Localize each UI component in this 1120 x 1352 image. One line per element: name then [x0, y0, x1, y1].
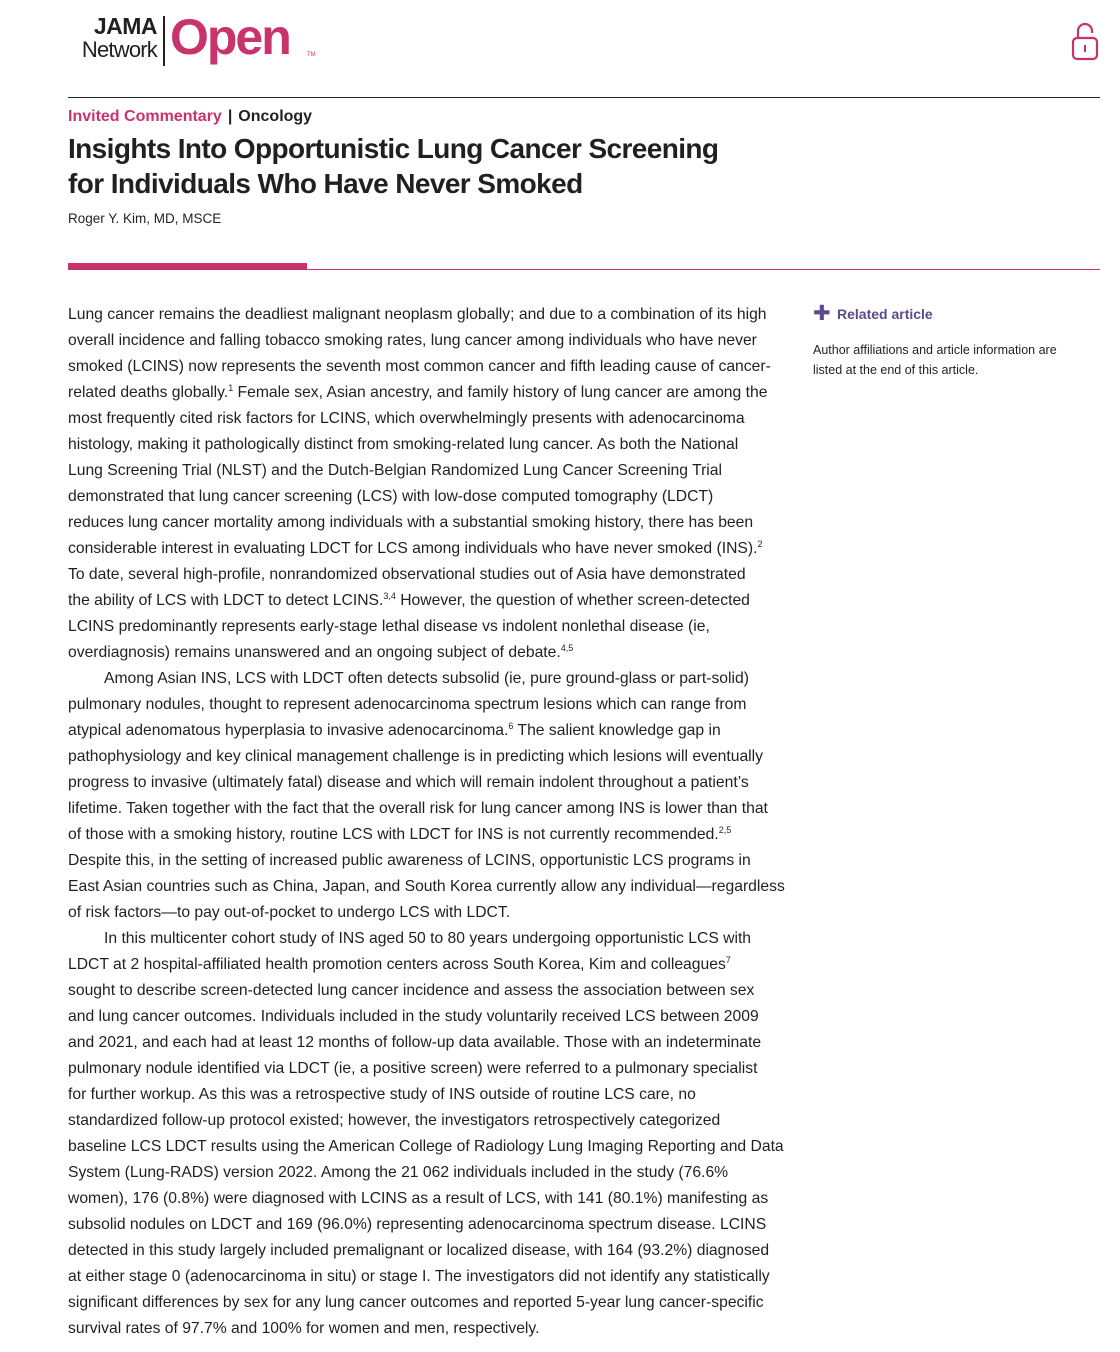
- title-rule: [307, 269, 1100, 270]
- body-line-text: baseline LCS LDCT results using the American College of Radiology Lung Imaging Reporting and Data: [68, 1138, 784, 1155]
- body-line-text: pulmonary nodule identified via LDCT (ie, a positive screen) were referred to a pulmonary specialist: [68, 1060, 758, 1077]
- body-line-text: To date, several high-profile, nonrandomized observational studies out of Asia have demonstrated: [68, 566, 746, 583]
- body-line-text: most frequently cited risk factors for LCINS, which overwhelmingly presents with adenocarcinoma: [68, 410, 745, 427]
- body-line: [68, 432, 780, 458]
- body-line: [68, 796, 780, 822]
- body-line-text: However, the question of whether screen-detected: [395, 592, 750, 609]
- body-line: [68, 354, 780, 380]
- body-line: [68, 1290, 780, 1316]
- category-separator: |: [227, 108, 233, 125]
- title-accent-rule: [68, 263, 307, 270]
- body-line-text: detected in this study largely included premalignant or localized disease, with 164 (93.2%) diagnosed: [68, 1242, 770, 1259]
- body-line-text: reduces lung cancer mortality among individuals with a substantial smoking history, there has been: [68, 514, 754, 531]
- body-line-text: LCINS predominantly represents early-stage lethal disease vs indolent nonlethal disease (ie,: [68, 618, 710, 635]
- body-line: [68, 900, 780, 926]
- plus-icon: ✚: [813, 302, 831, 325]
- body-line: [68, 1264, 780, 1290]
- body-line-text: In this multicenter cohort study of INS aged 50 to 80 years undergoing opportunistic LCS with: [104, 930, 752, 947]
- body-line-text: survival rates of 97.7% and 100% for women and men, respectively.: [68, 1320, 540, 1337]
- body-line: [68, 666, 780, 692]
- body-line: [68, 926, 780, 952]
- body-line-text: LDCT at 2 hospital-affiliated health promotion centers across South Korea, Kim and colleagues: [68, 956, 726, 973]
- body-line: [68, 1004, 780, 1030]
- body-line: [68, 692, 780, 718]
- body-line: [68, 1056, 780, 1082]
- article-title-line: for Individuals Who Have Never Smoked: [68, 168, 583, 199]
- body-line: [68, 848, 780, 874]
- body-line-text: and 2021, and each had at least 12 months of follow-up data available. Those with an indeterminate: [68, 1034, 762, 1051]
- header-rule: [68, 97, 1100, 98]
- body-line-text: subsolid nodules on LDCT and 169 (96.0%) representing adenocarcinoma spectrum disease. LCINS: [68, 1216, 767, 1233]
- body-line: [68, 1316, 780, 1342]
- body-line: [68, 952, 780, 978]
- body-line-text: Among Asian INS, LCS with LDCT often detects subsolid (ie, pure ground-glass or part-solid): [104, 670, 749, 687]
- author-affiliations-note: [813, 340, 1093, 380]
- body-line-text: at either stage 0 (adenocarcinoma in situ) or stage I. The investigators did not identify any statistically: [68, 1268, 770, 1285]
- body-line: [68, 510, 780, 536]
- body-line: [68, 562, 780, 588]
- body-line-text: pulmonary nodules, thought to represent adenocarcinoma spectrum lesions which can range from: [68, 696, 747, 713]
- article-title: [68, 131, 788, 201]
- body-line: [68, 874, 785, 900]
- body-line-text: related deaths globally.: [68, 384, 229, 401]
- body-line-text: Despite this, in the setting of increased public awareness of LCINS, opportunistic LCS programs in: [68, 852, 751, 869]
- body-line: [68, 744, 780, 770]
- body-line: [68, 406, 780, 432]
- body-line: [68, 822, 780, 848]
- open-lock-icon-graphic: [1071, 21, 1099, 61]
- body-line: [68, 1108, 780, 1134]
- body-line-text: for further workup. As this was a retrospective study of INS outside of routine LCS care, no: [68, 1086, 696, 1103]
- body-line: [68, 718, 780, 744]
- open-lock-icon[interactable]: [1071, 21, 1099, 61]
- body-line: [68, 536, 780, 562]
- body-line-text: overdiagnosis) remains unanswered and an ongoing subject of debate.: [68, 644, 561, 661]
- article-category: [68, 107, 312, 127]
- body-line-text: the ability of LCS with LDCT to detect LCINS.: [68, 592, 384, 609]
- body-line: [68, 1160, 780, 1186]
- body-line: [68, 484, 780, 510]
- body-line-text: Lung Screening Trial (NLST) and the Dutch-Belgian Randomized Lung Cancer Screening Trial: [68, 462, 723, 479]
- body-line: [68, 1186, 780, 1212]
- logo-trademark: TM: [307, 52, 316, 58]
- body-line: [68, 588, 780, 614]
- related-article-label: Related article: [837, 306, 933, 322]
- body-line-text: demonstrated that lung cancer screening (LCS) with low-dose computed tomography (LDCT): [68, 488, 714, 505]
- body-line-text: East Asian countries such as China, Japan, and South Korea currently allow any individual—regardless: [68, 878, 785, 895]
- body-line-text: standardized follow-up protocol existed; however, the investigators retrospectively categorized: [68, 1112, 721, 1129]
- body-line: [68, 1030, 780, 1056]
- body-line-text: Female sex, Asian ancestry, and family history of lung cancer are among the: [233, 384, 768, 401]
- article-body: [68, 302, 785, 1342]
- body-line-text: of those with a smoking history, routine LCS with LDCT for INS is not currently recommended.: [68, 826, 719, 843]
- logo-divider: [163, 16, 165, 66]
- related-article-link[interactable]: [813, 304, 933, 324]
- body-line-text: Lung cancer remains the deadliest malignant neoplasm globally; and due to a combination of its high: [68, 306, 767, 323]
- body-line-text: overall incidence and falling tobacco smoking rates, lung cancer among individuals who have never: [68, 332, 757, 349]
- body-line-text: atypical adenomatous hyperplasia to invasive adenocarcinoma.: [68, 722, 509, 739]
- body-line-text: The salient knowledge gap in: [513, 722, 721, 739]
- logo-network-text: Network: [81, 37, 157, 62]
- article-type[interactable]: Invited Commentary: [68, 108, 222, 125]
- body-line-text: progress to invasive (ultimately fatal) disease and which will remain indolent throughout a patient’s: [68, 774, 749, 791]
- body-line: [68, 458, 780, 484]
- body-line: [68, 640, 780, 666]
- reference-citation[interactable]: 6: [508, 721, 514, 731]
- affiliations-line: listed at the end of this article.: [813, 363, 979, 377]
- reference-citation[interactable]: 2: [757, 539, 763, 549]
- body-line-text: histology, making it pathologically distinct from smoking-related lung cancer. As both the National: [68, 436, 739, 453]
- body-line: [68, 1238, 780, 1264]
- body-line: [68, 978, 780, 1004]
- body-line: [68, 770, 780, 796]
- body-line-text: of risk factors—to pay out-of-pocket to undergo LCS with LDCT.: [68, 904, 511, 921]
- body-line-text: women), 176 (0.8%) were diagnosed with LCINS as a result of LCS, with 141 (80.1%) manifesting as: [68, 1190, 769, 1207]
- body-line: [68, 1134, 784, 1160]
- body-line: [68, 328, 780, 354]
- reference-citation[interactable]: 1: [228, 383, 234, 393]
- body-line-text: System (Lung-RADS) version 2022. Among the 21 062 individuals included in the study (76.6%: [68, 1164, 729, 1181]
- article-title-line: Insights Into Opportunistic Lung Cancer Screening: [68, 133, 719, 164]
- body-line-text: sought to describe screen-detected lung cancer incidence and assess the association between sex: [68, 982, 755, 999]
- body-line-text: considerable interest in evaluating LDCT for LCS among individuals who have never smoked (INS).: [68, 540, 758, 557]
- reference-citation[interactable]: 7: [725, 955, 731, 965]
- body-line-text: and lung cancer outcomes. Individuals included in the study voluntarily received LCS between 2009: [68, 1008, 759, 1025]
- body-line-text: smoked (LCINS) now represents the seventh most common cancer and fifth leading cause of cancer-: [68, 358, 771, 375]
- logo-wordmark-left: [67, 14, 157, 62]
- affiliations-line: Author affiliations and article information are: [813, 343, 1057, 357]
- article-author: Roger Y. Kim, MD, MSCE: [68, 211, 222, 226]
- body-line-text: pathophysiology and key clinical management challenge is in predicting which lesions will eventually: [68, 748, 763, 765]
- body-line: [68, 1212, 780, 1238]
- logo-open-text: Open: [170, 9, 290, 65]
- body-line-text: significant differences by sex for any lung cancer outcomes and reported 5-year lung cancer-specific: [68, 1294, 764, 1311]
- reference-citation[interactable]: 4,5: [560, 643, 574, 653]
- logo-jama-text: JAMA: [93, 13, 157, 39]
- reference-citation[interactable]: 3,4: [383, 591, 396, 601]
- body-line: [68, 614, 780, 640]
- reference-citation[interactable]: 2,5: [718, 825, 732, 835]
- body-line: [68, 380, 780, 406]
- body-line-text: lifetime. Taken together with the fact that the overall risk for lung cancer among INS is lower than that: [68, 800, 768, 817]
- body-line: [68, 302, 780, 328]
- article-topic[interactable]: Oncology: [238, 108, 313, 125]
- body-line: [68, 1082, 780, 1108]
